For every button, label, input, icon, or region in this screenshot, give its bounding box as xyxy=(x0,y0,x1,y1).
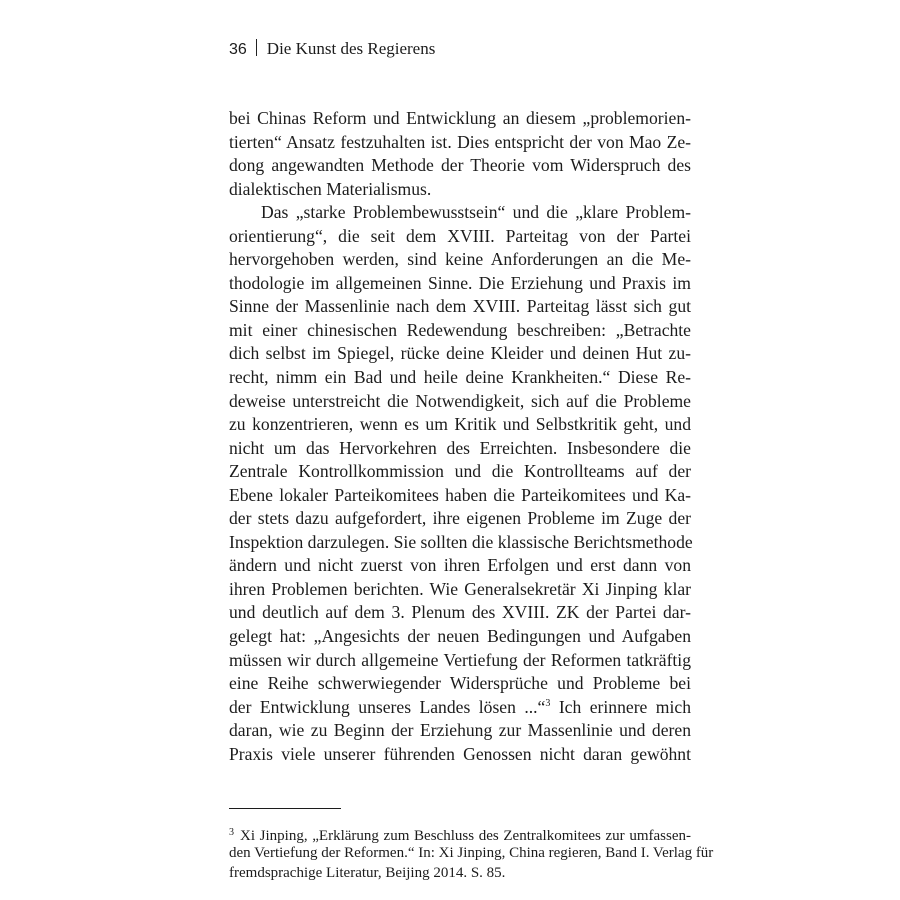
footnote-divider xyxy=(229,808,341,809)
text-line: recht, nimm ein Bad und heile deine Krankheiten.“ Diese Re- xyxy=(229,367,691,388)
footnote-line: den Vertiefung der Reformen.“ In: Xi Jinping, China regieren, Band I. Verlag für xyxy=(229,845,714,861)
footnote-marker: 3 xyxy=(229,827,234,838)
text-line: gelegt hat: „Angesichts der neuen Bedingungen und Aufgaben xyxy=(229,626,691,647)
footnote-line xyxy=(229,823,691,843)
footnote xyxy=(229,823,714,883)
text-line: deweise unterstreicht die Notwendigkeit, sich auf die Probleme xyxy=(229,390,691,411)
text-line: Inspektion darzulegen. Sie sollten die klassische Berichtsmethode xyxy=(229,531,693,552)
text-line: thodologie im allgemeinen Sinne. Die Erziehung und Praxis im xyxy=(229,272,691,293)
text-line: hervorgehoben werden, sind keine Anforderungen an die Me- xyxy=(229,249,691,270)
text-fragment: Ich erinnere mich xyxy=(550,696,691,717)
page-number: 36 xyxy=(229,41,247,58)
main-text xyxy=(229,107,691,766)
text-line: dich selbst im Spiegel, rücke deine Kleider und deinen Hut zu- xyxy=(229,343,691,364)
header-separator xyxy=(256,39,257,56)
text-line: Zentrale Kontrollkommission und die Kontrollteams auf der xyxy=(229,461,691,482)
footnote-reference: 3 xyxy=(545,697,551,709)
text-line: zu konzentrieren, wenn es um Kritik und Selbstkritik geht, und xyxy=(229,414,691,435)
text-line: und deutlich auf dem 3. Plenum des XVIII. ZK der Partei dar- xyxy=(229,602,691,623)
text-line: nicht um das Hervorkehren des Erreichten. Insbesondere die xyxy=(229,437,691,458)
text-line: bei Chinas Reform und Entwicklung an diesem „problemorien- xyxy=(229,108,691,128)
text-line: müssen wir durch allgemeine Vertiefung der Reformen tatkräftig xyxy=(229,649,691,670)
footnote-line: fremdsprachige Literatur, Beijing 2014. S. 85. xyxy=(229,865,506,881)
text-line: Praxis viele unserer führenden Genossen nicht daran gewöhnt xyxy=(229,743,691,764)
footnote-text: Xi Jinping, „Erklärung zum Beschluss des Zentralkomitees zur umfassen- xyxy=(240,828,691,844)
running-header xyxy=(229,38,435,61)
text-line: daran, wie zu Beginn der Erziehung zur Massenlinie und deren xyxy=(229,720,691,741)
text-line: eine Reihe schwerwiegender Widersprüche und Probleme bei xyxy=(229,673,691,694)
text-line-with-footnote-ref xyxy=(229,696,691,720)
running-title: Die Kunst des Regierens xyxy=(266,39,436,58)
text-line: orientierung“, die seit dem XVIII. Parteitag von der Partei xyxy=(229,225,691,246)
text-line: der stets dazu aufgefordert, ihre eigenen Probleme im Zuge der xyxy=(229,508,691,529)
text-line: mit einer chinesischen Redewendung beschreiben: „Betrachte xyxy=(229,319,691,340)
text-line: dialektischen Materialismus. xyxy=(229,178,432,199)
text-line: ihren Problemen berichten. Wie Generalsekretär Xi Jinping klar xyxy=(229,578,691,599)
text-line: ändern und nicht zuerst von ihren Erfolgen und erst dann von xyxy=(229,555,691,576)
text-line: Ebene lokaler Parteikomitees haben die Parteikomitees und Ka- xyxy=(229,484,691,505)
text-line: dong angewandten Methode der Theorie vom Widerspruch des xyxy=(229,155,691,176)
text-line: tierten“ Ansatz festzuhalten ist. Dies entspricht der von Mao Ze- xyxy=(229,131,691,152)
text-line: Sinne der Massenlinie nach dem XVIII. Parteitag lässt sich gut xyxy=(229,296,691,317)
text-line: Das „starke Problembewusstsein“ und die „klare Problem- xyxy=(261,202,691,223)
text-fragment: der Entwicklung unseres Landes lösen ...“ xyxy=(229,696,546,717)
